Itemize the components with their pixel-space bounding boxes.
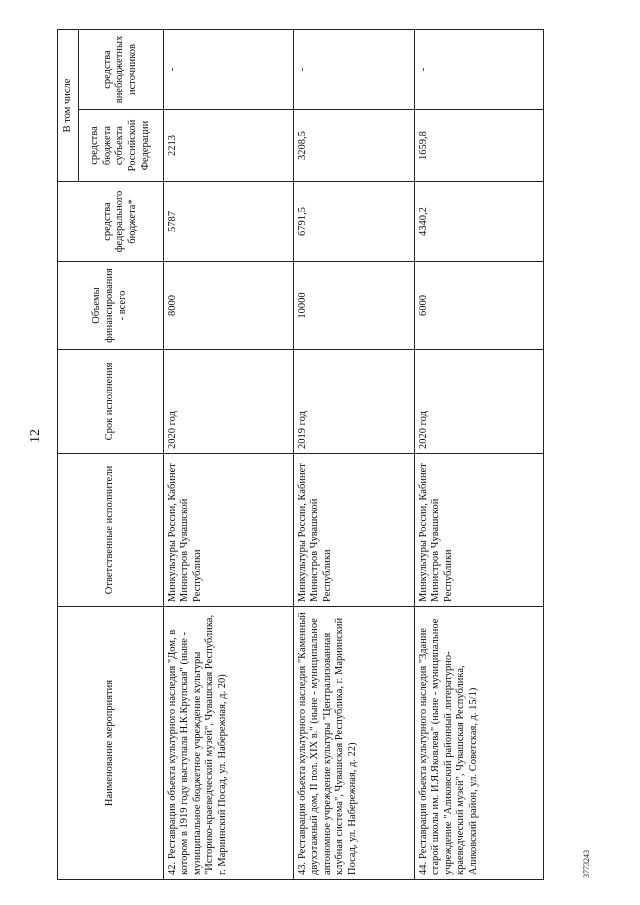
header-row-1 <box>58 29 79 879</box>
header-regional: средства бюджета субъекта Российской Федерации <box>79 110 164 182</box>
cell-executors: Минкультуры России, Кабинет Министров Чувашской Республики <box>163 454 293 607</box>
cell-extra: - <box>414 29 543 109</box>
cell-extra: - <box>293 29 414 109</box>
table-row <box>414 29 543 879</box>
cell-term: 2020 год <box>414 350 543 454</box>
cell-total: 10000 <box>293 262 414 350</box>
cell-name <box>293 607 414 880</box>
header-extra: средства внебюджетных источников <box>79 29 164 109</box>
cell-extra: - <box>163 29 293 109</box>
cell-name <box>414 607 543 880</box>
funding-table <box>57 29 544 880</box>
header-blank <box>58 182 79 262</box>
cell-executors: Минкультуры России, Кабинет Министров Чувашской Республики <box>414 454 543 607</box>
cell-federal: 5787 <box>163 182 293 262</box>
cell-term: 2020 год <box>163 350 293 454</box>
cell-regional: 3208,5 <box>293 110 414 182</box>
header-executors: Ответственные исполнители <box>58 454 164 607</box>
header-name: Наименование мероприятия <box>58 607 164 880</box>
row-number: 43. <box>296 861 308 875</box>
header-total: Объемы финансирования - всего <box>58 262 164 350</box>
header-federal: средства федерального бюджета* <box>79 182 164 262</box>
cell-federal: 4340,2 <box>414 182 543 262</box>
header-term: Срок исполнения <box>58 350 164 454</box>
table-row <box>293 29 414 879</box>
cell-total: 8000 <box>163 262 293 350</box>
row-name: Реставрация объекта культурного наследия "Каменный двухэтажный дом, II пол. XIX в." (ныне - муниципальное автономное учреждение культуры "Централизованная клубная система", Чувашская Республика, г. Мариинский Посад, ул. Набережная, д. 22) <box>296 612 358 875</box>
cell-federal: 6791,5 <box>293 182 414 262</box>
cell-term: 2019 год <box>293 350 414 454</box>
cell-regional: 1659,8 <box>414 110 543 182</box>
table-row <box>163 29 293 879</box>
row-number: 42. <box>166 861 178 875</box>
row-name: Реставрация объекта культурного наследия "Дом, в котором в 1919 году выступала Н.К.Крупская" (ныне - муниципальное бюджетное учреждение культуры "Историко-краеведческий музей", Чувашская Республика, г. Мариинский Посад, ул. Набережная, д. 20) <box>166 614 228 875</box>
cell-name <box>163 607 293 880</box>
cell-executors: Минкультуры России, Кабинет Министров Чувашской Республики <box>293 454 414 607</box>
row-number: 44. <box>417 861 429 875</box>
cell-regional: 2213 <box>163 110 293 182</box>
header-incl: В том числе <box>58 29 79 181</box>
document-id: 3773243 <box>582 850 591 878</box>
row-name: Реставрация объекта культурного наследия "Здание старой школы им. И.Я.Яковлева" (ныне - муниципальное учреждение "Аликовский районный литературно-краеведческий музей", Чувашская Республика, Аликовский район, ул. Советская, д. 15/1) <box>417 618 479 875</box>
page-number: 12 <box>28 429 43 443</box>
cell-total: 6000 <box>414 262 543 350</box>
